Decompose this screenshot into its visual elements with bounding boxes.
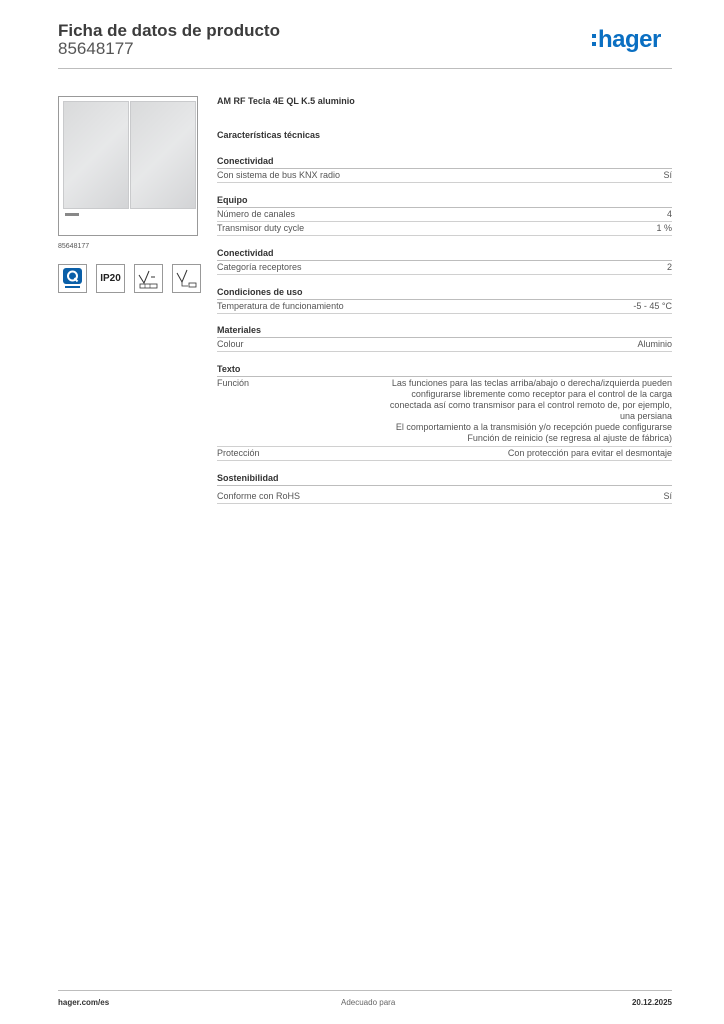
spec-value: Sí (663, 170, 672, 180)
spec-value-multiline (352, 378, 672, 444)
spec-row (217, 491, 672, 504)
spec-value-line: El comportamiento a la transmisión y/o recepción puede configurarse (395, 422, 672, 432)
spec-value-line: una persiana (619, 411, 672, 421)
spec-row (217, 170, 672, 183)
spec-row (217, 448, 672, 461)
image-caption: 85648177 (58, 243, 90, 250)
spec-label: Con sistema de bus KNX radio (217, 170, 341, 180)
product-rocker-right (130, 101, 196, 209)
spec-value: 1 % (656, 223, 672, 233)
spec-label: Colour (217, 339, 244, 349)
logo-mark-icon (592, 32, 596, 48)
signal-check-alt-icon (172, 264, 201, 293)
technical-characteristics-title: Características técnicas (217, 130, 321, 140)
spec-label: Función (217, 378, 250, 388)
spec-row (217, 378, 672, 447)
spec-value-line: conectada así como transmisor para el control remoto de, por ejemplo, (389, 400, 672, 410)
footer-date: 20.12.2025 (631, 998, 672, 1007)
section-title-conectividad: Conectividad (217, 248, 672, 261)
spec-value: -5 - 45 °C (633, 301, 672, 311)
spec-label: Transmisor duty cycle (217, 223, 305, 233)
spec-value-line: Función de reinicio (se regresa al ajuste de fábrica) (467, 433, 672, 443)
spec-value: 4 (666, 209, 672, 219)
spec-value-line: configurarse libremente como receptor para el control de la carga (411, 389, 672, 399)
product-led-indicator (65, 213, 79, 216)
spec-row (217, 301, 672, 314)
product-image (58, 96, 198, 236)
spec-row (217, 223, 672, 236)
spec-label: Conforme con RoHS (217, 491, 301, 501)
footer-suitability: Adecuado para (341, 998, 396, 1007)
spec-value: Aluminio (637, 339, 672, 349)
header-divider (58, 68, 672, 69)
spec-row (217, 339, 672, 352)
spec-value-line: Las funciones para las teclas arriba/abajo o derecha/izquierda pueden (391, 378, 672, 388)
spec-label: Categoría receptores (217, 262, 302, 272)
spec-label: Número de canales (217, 209, 296, 219)
spec-value: Con protección para evitar el desmontaje (507, 448, 672, 458)
spec-value: Sí (663, 491, 672, 501)
ip-rating-icon (96, 264, 125, 293)
product-code: 85648177 (58, 39, 134, 58)
spec-label: Protección (217, 448, 260, 458)
section-title-texto: Texto (217, 364, 672, 377)
spec-value: 2 (666, 262, 672, 272)
section-title-conectividad: Conectividad (217, 156, 672, 169)
section-title-sostenibilidad: Sostenibilidad (217, 473, 672, 486)
signal-check-icon (134, 264, 163, 293)
footer-website-link[interactable]: hager.com/es (58, 998, 110, 1007)
footer-divider (58, 990, 672, 991)
product-name: AM RF Tecla 4E QL K.5 aluminio (217, 96, 355, 106)
section-title-materiales: Materiales (217, 325, 672, 338)
spec-label: Temperatura de funcionamiento (217, 301, 344, 311)
page-title: Ficha de datos de producto (58, 21, 280, 40)
hager-logo (592, 27, 661, 53)
section-title-condiciones-de-uso: Condiciones de uso (217, 287, 672, 300)
spec-row (217, 262, 672, 275)
quality-mark-icon (58, 264, 87, 293)
logo-text: hager (598, 26, 661, 53)
ip-rating-label: IP20 (100, 273, 121, 284)
spec-row (217, 209, 672, 222)
product-rocker-left (63, 101, 129, 209)
section-title-equipo: Equipo (217, 195, 672, 208)
